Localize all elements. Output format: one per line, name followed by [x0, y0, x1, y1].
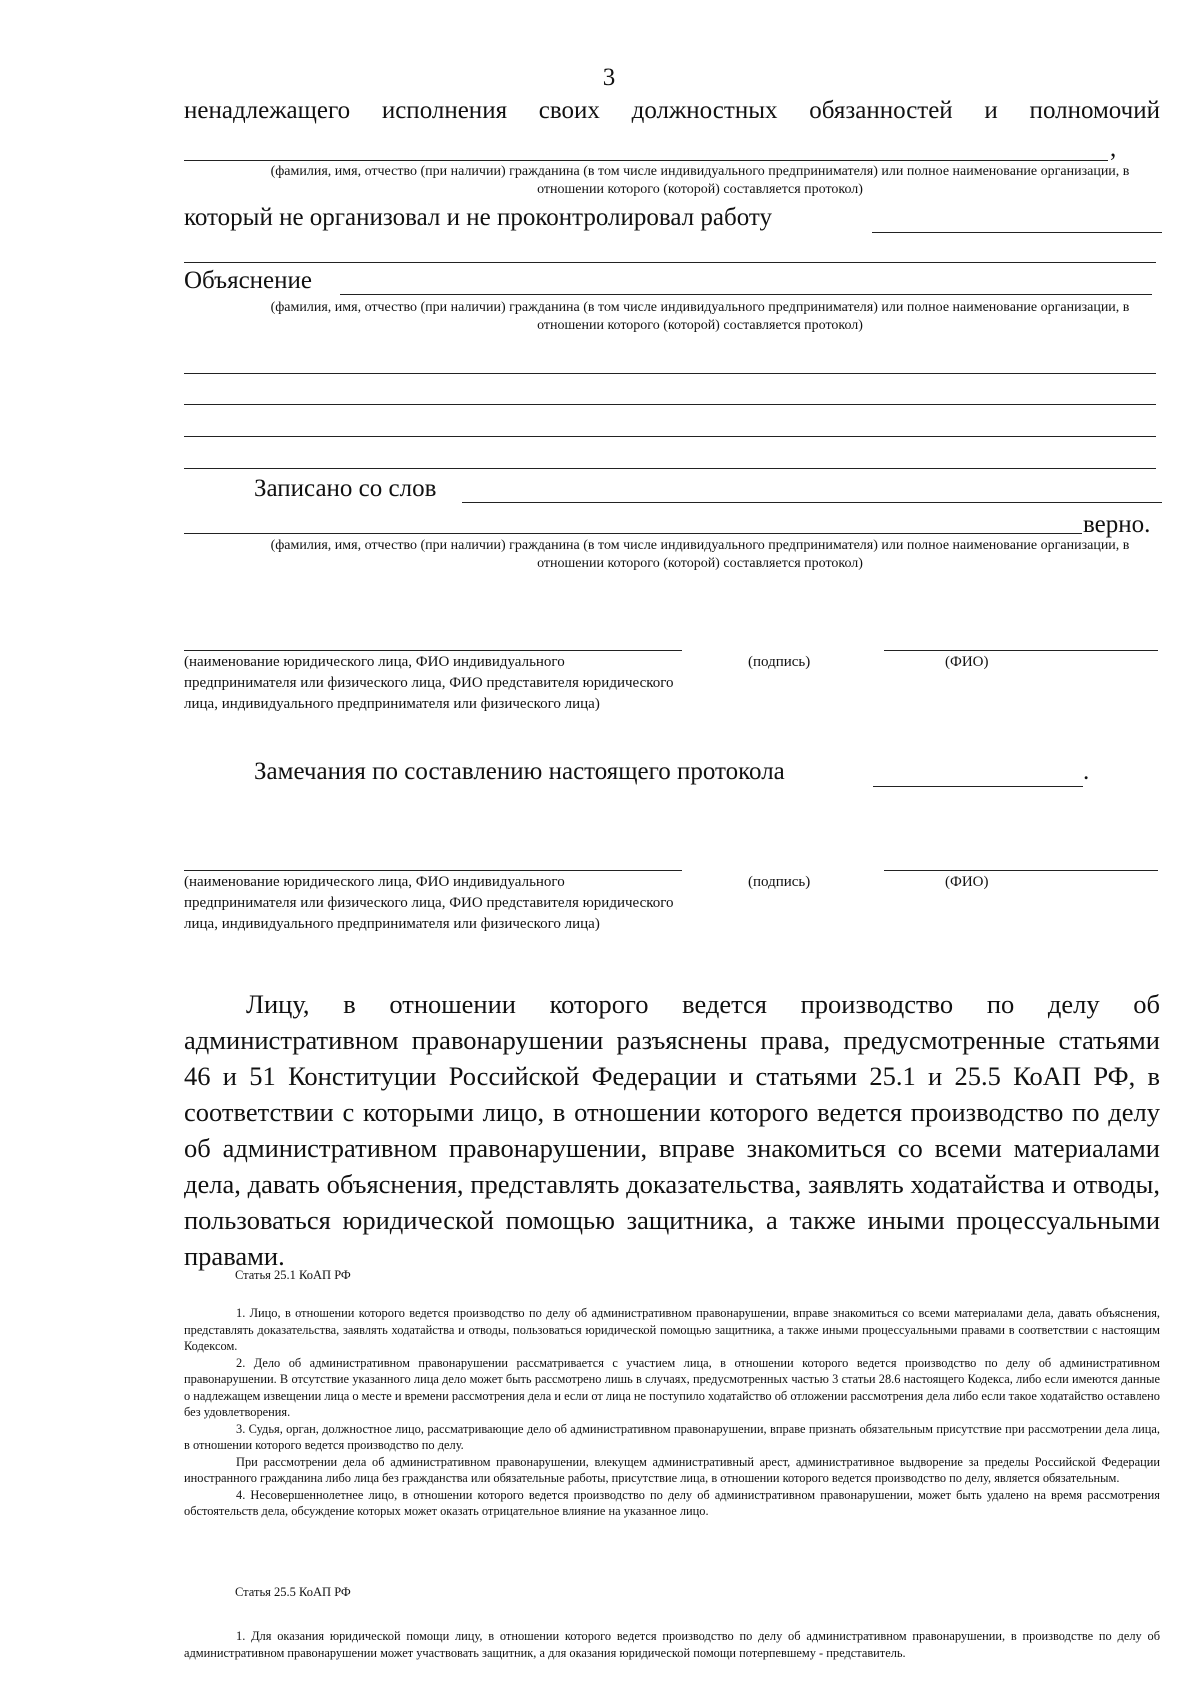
sig1-signature-label: (подпись) [748, 654, 811, 670]
article-25-1-paragraph: 1. Лицо, в отношении которого ведется производство по делу об административном правонарушении, вправе знакомиться со всеми материалами дела, давать объяснения, представлять доказательства, заявлять ходатайства и отводы, пользоваться юридической помощью защитника, а также иными процессуальными правами в соответствии с настоящим Кодексом. [184, 1306, 1160, 1353]
rights-paragraph: Лицу, в отношении которого ведется производство по делу об административном правонарушении разъяснены права, предусмотренные статьями 46 и 51 Конституции Российской Федерации и статьями 25.1 и 25.5 КоАП РФ, в соответствии с которыми лицо, в отношении которого ведется производство по делу об административном правонарушении, вправе знакомиться со всеми материалами дела, давать объяснения, представлять доказательства, заявлять ходатайства и отводы, пользоваться юридической помощью защитника, а также иными процессуальными правами. [184, 989, 1160, 1271]
explanation-line-2 [184, 404, 1156, 405]
article-25-5-title: Статья 25.5 КоАП РФ [235, 1585, 351, 1599]
fill-line-recorded [462, 502, 1162, 503]
fill-line-work [872, 232, 1162, 233]
sig2-signature-label: (подпись) [748, 874, 811, 890]
sig2-fio-label: (ФИО) [945, 874, 989, 890]
sig2-name-caption: (наименование юридического лица, ФИО индивидуального предпринимателя или физического лица, ФИО представителя юридического лица, индивидуального предпринимателя или физического лица) [184, 874, 674, 932]
fill-line-offender [184, 160, 1108, 161]
recorded-caption: (фамилия, имя, отчество (при наличии) гражданина (в том числе индивидуального предпринимателя) или полное наименование организации, в отношении которого (которой) составляется протокол) [270, 538, 1130, 571]
sig1-fio-line [884, 650, 1158, 651]
article-25-5-paragraph: 1. Для оказания юридической помощи лицу, в отношении которого ведется производство по делу об административном правонарушении, в производстве по делу об административном правонарушении может участвовать защитник, а для оказания юридической помощи потерпевшему - представитель. [184, 1629, 1160, 1660]
fill-line-work-cont [184, 262, 1156, 263]
recorded-label: Записано со слов [254, 475, 437, 502]
sig2-fio-line [884, 870, 1158, 871]
explanation-line-4 [184, 468, 1156, 469]
sig2-name-line [184, 870, 682, 871]
intro-line: ненадлежащего исполнения своих должностных обязанностей и полномочий [184, 97, 1160, 124]
article-25-1-paragraph: При рассмотрении дела об административном правонарушении, влекущем административный арест, административное выдворение за пределы Российской Федерации иностранного гражданина либо лица без гражданства или обязательные работы, присутствие лица, в отношении которого ведется производство по делу, является обязательным. [184, 1454, 1160, 1485]
sig1-name-caption: (наименование юридического лица, ФИО индивидуального предпринимателя или физического лица, ФИО представителя юридического лица, индивидуального предпринимателя или физического лица) [184, 654, 674, 712]
sig1-name-line [184, 650, 682, 651]
verified-text: верно. [1083, 511, 1151, 538]
explanation-line-1 [184, 373, 1156, 374]
article-25-1-paragraph: 4. Несовершеннолетнее лицо, в отношении которого ведется производство по делу об административном правонарушении, может быть удалено на время рассмотрения обстоятельств дела, обсуждение которых может оказать отрицательное влияние на указанное лицо. [184, 1487, 1160, 1518]
remarks-dot: . [1083, 758, 1090, 785]
article-25-1-text [184, 1305, 1160, 1520]
article-25-5-text [184, 1628, 1160, 1661]
remarks-label: Замечания по составлению настоящего протокола [254, 758, 785, 785]
fill-line-remarks [873, 786, 1083, 787]
sig1-fio-label: (ФИО) [945, 654, 989, 670]
offender-caption: (фамилия, имя, отчество (при наличии) гражданина (в том числе индивидуального предпринимателя) или полное наименование организации, в отношении которого (которой) составляется протокол) [270, 164, 1130, 197]
fill-line-recorded-cont [184, 533, 1082, 534]
fill-line-explanation [340, 294, 1152, 295]
explanation-caption: (фамилия, имя, отчество (при наличии) гражданина (в том числе индивидуального предпринимателя) или полное наименование организации, в отношении которого (которой) составляется протокол) [270, 300, 1130, 333]
article-25-1-title: Статья 25.1 КоАП РФ [235, 1268, 351, 1282]
comma: , [1110, 135, 1117, 162]
not-organized-line: который не организовал и не проконтролировал работу [184, 204, 772, 231]
explanation-line-3 [184, 436, 1156, 437]
page-number: 3 [602, 64, 616, 91]
article-25-1-paragraph: 3. Судья, орган, должностное лицо, рассматривающие дело об административном правонарушении, вправе признать обязательным присутствие при рассмотрении дела лица, в отношении которого ведется производство по делу. [184, 1421, 1160, 1452]
explanation-label: Объяснение [184, 267, 313, 294]
article-25-1-paragraph: 2. Дело об административном правонарушении рассматривается с участием лица, в отношении которого ведется производство по делу об административном правонарушении. В отсутствие указанного лица дело может быть рассмотрено лишь в случаях, предусмотренных частью 3 статьи 28.6 настоящего Кодекса, либо если имеются данные о надлежащем извещении лица о месте и времени рассмотрения дела и если от лица не поступило ходатайство об отложении рассмотрения дела либо если такое ходатайство оставлено без удовлетворения. [184, 1355, 1160, 1419]
